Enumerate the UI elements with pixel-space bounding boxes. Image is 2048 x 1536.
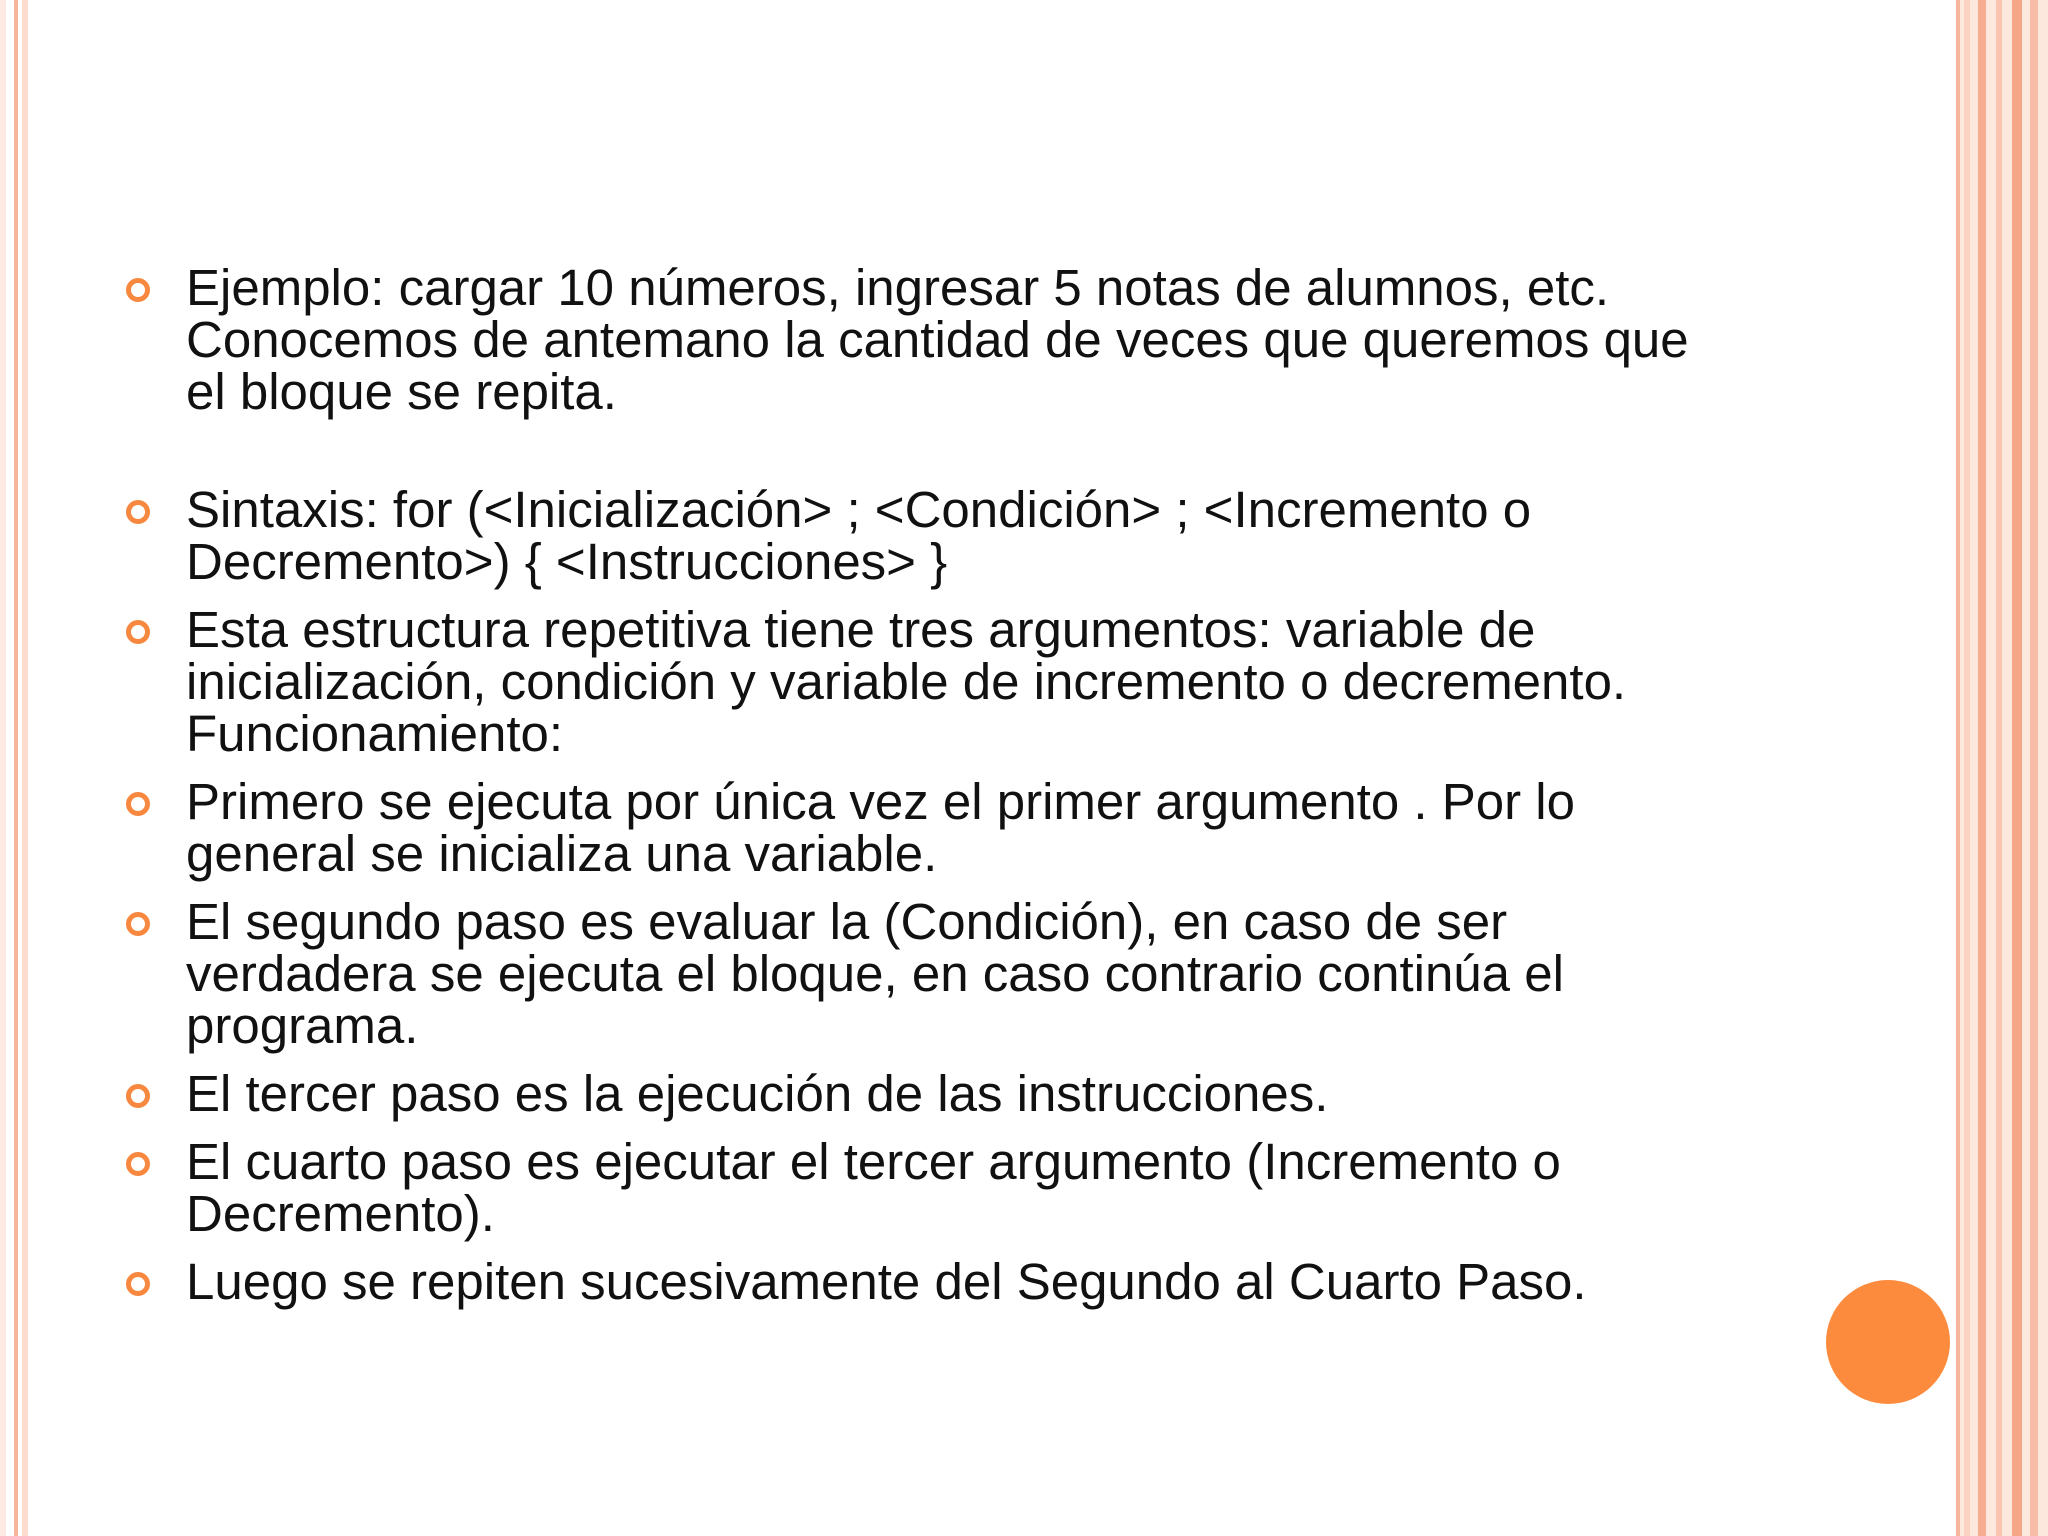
bullet-text: El segundo paso es evaluar la (Condición), en caso de ser verdadera se ejecuta el bloque, en caso contrario continúa el programa. — [186, 893, 1564, 1054]
decorative-orange-circle — [1826, 1280, 1950, 1404]
slide-body — [120, 259, 1740, 1324]
bullet-item — [120, 601, 1740, 762]
right-border-stripe — [1964, 0, 1970, 1536]
bullet-list — [120, 259, 1740, 1310]
bullet-text: El tercer paso es la ejecución de las instrucciones. — [186, 1065, 1329, 1122]
bullet-text: Primero se ejecuta por única vez el primer argumento . Por lo general se inicializa una variable. — [186, 773, 1575, 882]
bullet-item — [120, 1065, 1740, 1122]
bullet-item — [120, 773, 1740, 882]
left-border-line — [14, 0, 18, 1536]
bullet-text: Esta estructura repetitiva tiene tres argumentos: variable de inicialización, condición y variable de incremento o decremento. Funcionamiento: — [186, 601, 1627, 762]
bullet-item — [120, 893, 1740, 1054]
bullet-text: Luego se repiten sucesivamente del Segundo al Cuarto Paso. — [186, 1253, 1587, 1310]
right-border-stripe — [2030, 0, 2038, 1536]
bullet-ring-icon — [126, 792, 150, 816]
bullet-item — [120, 259, 1740, 420]
right-border-stripe — [2012, 0, 2022, 1536]
bullet-text: El cuarto paso es ejecutar el tercer argumento (Incremento o Decremento). — [186, 1133, 1561, 1242]
bullet-text: Sintaxis: for (<Inicialización> ; <Condición> ; <Incremento o Decremento>) { <Instrucciones> } — [186, 481, 1532, 590]
bullet-ring-icon — [126, 912, 150, 936]
bullet-ring-icon — [126, 500, 150, 524]
bullet-ring-icon — [126, 1152, 150, 1176]
bullet-ring-icon — [126, 620, 150, 644]
left-border-line — [0, 0, 6, 1536]
right-border-stripe — [1996, 0, 2002, 1536]
right-border-stripe — [1978, 0, 1986, 1536]
bullet-ring-icon — [126, 1272, 150, 1296]
left-border-line — [22, 0, 28, 1536]
bullet-item — [120, 1133, 1740, 1242]
bullet-text: Ejemplo: cargar 10 números, ingresar 5 notas de alumnos, etc. Conocemos de antemano la cantidad de veces que queremos que el bloque se repita. — [186, 259, 1689, 420]
right-border-stripe — [1956, 0, 1960, 1536]
bullet-ring-icon — [126, 278, 150, 302]
bullet-item — [120, 481, 1740, 590]
bullet-ring-icon — [126, 1084, 150, 1108]
bullet-item — [120, 1253, 1740, 1310]
